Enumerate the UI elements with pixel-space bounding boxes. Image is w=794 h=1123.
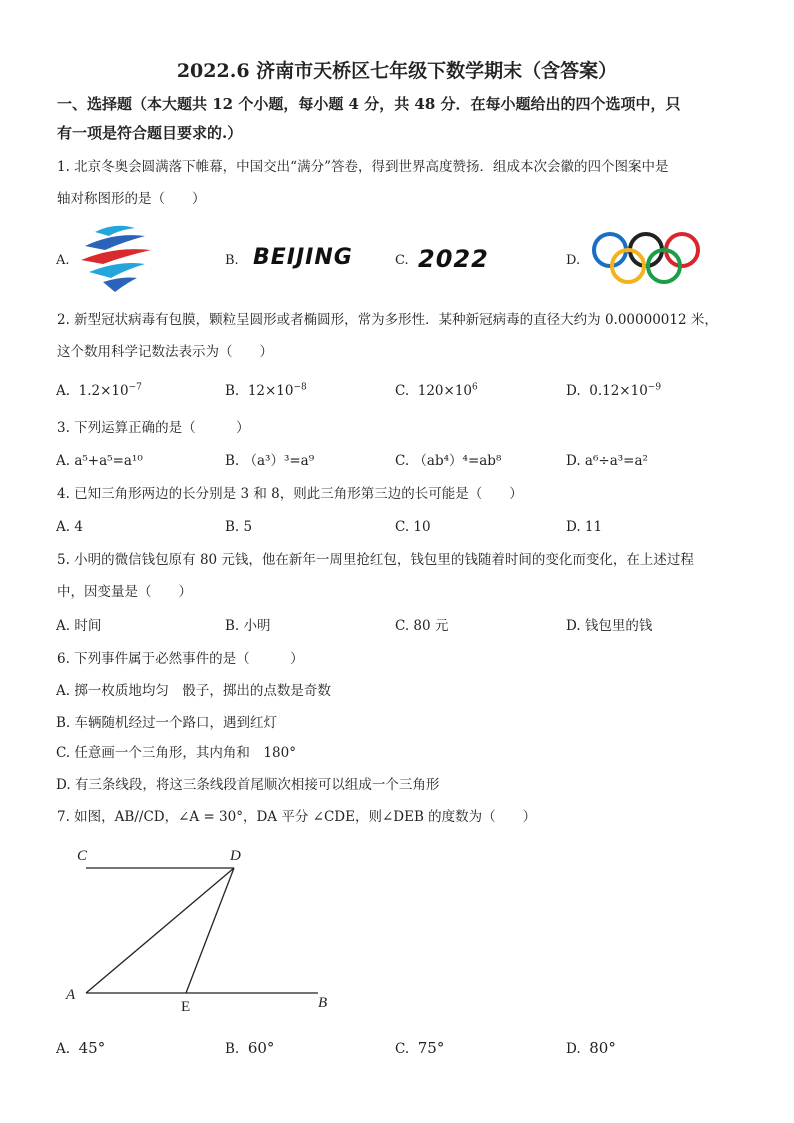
q3-option-b: B. （a³）³=a⁹ — [225, 453, 315, 469]
q7-option-c: C. 75° — [395, 1039, 445, 1057]
olympic-rings-icon — [590, 230, 702, 286]
q1-option-b-label: B. — [225, 253, 239, 268]
q6-option-d: D. 有三条线段，将这三条线段首尾顺次相接可以组成一个三角形 — [56, 777, 440, 793]
q7-geometry-figure — [60, 840, 360, 1020]
page-title: 2022.6 济南市天桥区七年级下数学期末（含答案） — [176, 60, 618, 82]
q2-option-d: D. $0.12\times 10^{-9}$ — [566, 382, 662, 399]
beijing-logo: BEIJING — [253, 245, 353, 270]
winter-olympics-emblem-icon — [75, 222, 159, 296]
point-label-d: D — [230, 848, 241, 864]
q4-option-c: C. 10 — [395, 519, 431, 535]
q5-option-d: D. 钱包里的钱 — [566, 618, 653, 634]
q1-option-d-label: D. — [566, 253, 581, 268]
q1-text-line1: 1. 北京冬奥会圆满落下帷幕，中国交出“满分”答卷，得到世界高度赞扬．组成本次会徽的四个图案中是 — [57, 159, 669, 175]
q5-text-line2: 中，因变量是（ ） — [57, 584, 192, 600]
section-header-line2: 有一项是符合题目要求的.） — [57, 124, 243, 142]
q1-text-line2: 轴对称图形的是（ ） — [57, 191, 206, 207]
point-label-a: A — [66, 987, 76, 1003]
q6-option-b: B. 车辆随机经过一个路口，遇到红灯 — [56, 715, 278, 731]
q2-text-line2: 这个数用科学记数法表示为（ ） — [57, 344, 273, 360]
q7-text: 7. 如图，AB//CD，∠A = 30°，DA 平分 ∠CDE，则∠DEB 的度数为（ ） — [57, 809, 537, 825]
q2-text-line1: 2. 新型冠状病毒有包膜，颗粒呈圆形或者椭圆形，常为多形性．某种新冠病毒的直径大约为 0.00000012 米， — [57, 312, 718, 328]
q1-option-a-label: A. — [56, 253, 70, 268]
section-header-line1: 一、选择题（本大题共 12 个小题，每小题 4 分，共 48 分．在每小题给出的四个选项中，只 — [57, 95, 681, 113]
point-label-c: C — [77, 848, 88, 864]
q3-option-d: D. a⁶÷a³=a² — [566, 453, 648, 469]
q3-option-a: A. a⁵+a⁵=a¹⁰ — [56, 453, 143, 469]
q2-option-c: C. $120\times 10^6$ — [395, 382, 478, 399]
q5-option-b: B. 小明 — [225, 618, 271, 634]
q4-option-b: B. 5 — [225, 519, 253, 535]
q1-option-c-label: C. — [395, 253, 409, 268]
q3-text: 3. 下列运算正确的是（ ） — [57, 420, 250, 436]
q7-option-a: A. 45° — [56, 1039, 106, 1057]
q5-option-a: A. 时间 — [56, 618, 102, 634]
q3-option-c: C. （ab⁴）⁴=ab⁸ — [395, 453, 502, 469]
q7-option-d: D. 80° — [566, 1039, 616, 1057]
q4-text: 4. 已知三角形两边的长分别是 3 和 8，则此三角形第三边的长可能是（ ） — [57, 486, 523, 502]
q5-option-c: C. 80 元 — [395, 618, 449, 634]
q2-option-b: B. $12\times 10^{-8}$ — [225, 382, 307, 399]
q6-option-c: C. 任意画一个三角形，其内角和 180° — [56, 745, 296, 761]
q2-option-a: A. $1.2\times 10^{-7}$ — [56, 382, 142, 399]
q4-option-a: A. 4 — [56, 519, 83, 535]
q7-option-b: B. 60° — [225, 1039, 275, 1057]
q4-option-d: D. 11 — [566, 519, 603, 535]
q5-text-line1: 5. 小明的微信钱包原有 80 元钱，他在新年一周里抢红包，钱包里的钱随着时间的变化而变化，在上述过程 — [57, 552, 694, 568]
q6-text: 6. 下列事件属于必然事件的是（ ） — [57, 651, 304, 667]
q6-option-a: A. 掷一枚质地均匀 骰子，掷出的点数是奇数 — [56, 683, 331, 699]
point-label-b: B — [318, 995, 328, 1011]
year-2022-logo: 2022 — [418, 245, 489, 273]
point-label-e: E — [181, 999, 191, 1015]
